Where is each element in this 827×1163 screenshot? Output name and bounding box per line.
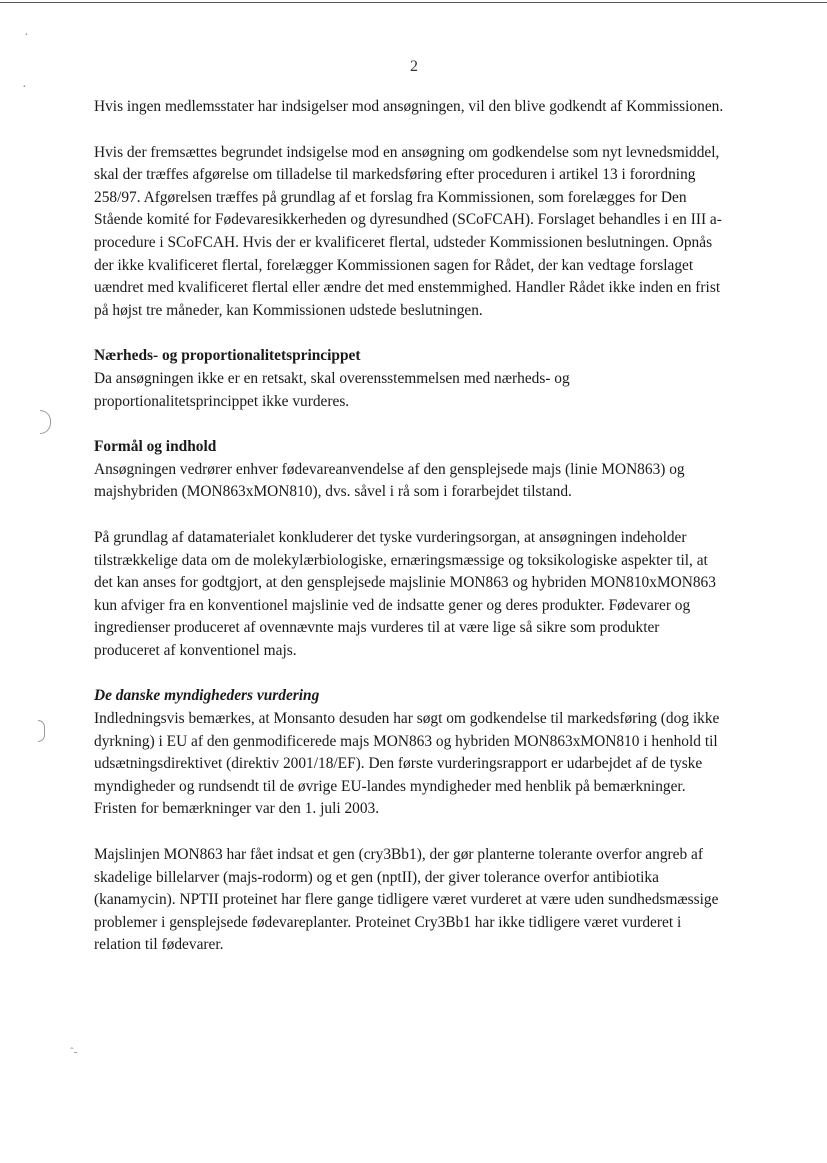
- paragraph-mon863-genes: Majslinjen MON863 har fået indsat et gen (cry3Bb1), der gør planterne tolerante overfor angreb af skadelige billelarver (majs-rodorm) og et gen (nptII), der giver tolerance overfor antibiotika (kanamycin). NPTII proteinet har flere gange tidligere været vurderet at være uden sundhedsmæssige problemer i gensplejsede fødevareplanter. Proteinet Cry3Bb1 har ikke tidligere været vurderet i relation til fødevarer.: [94, 846, 719, 954]
- paragraph-objection-procedure: Hvis der fremsættes begrundet indsigelse mod en ansøgning om godkendelse som nyt levnedsmiddel, skal der træffes afgørelse om tilladelse til markedsføring efter proceduren i artikel 13 i forordning 258/97. Afgørelsen træffes på grundlag af et forslag fra Kommissionen, som forelægges for Den Stående komité for Fødevaresikkerheden og dyresundhed (SCoFCAH). Forslaget behandles i en III a-procedure i SCoFCAH. Hvis der er kvalificeret flertal, udsteder Kommissionen beslutningen. Opnås der ikke kvalificeret flertal, forelægger Kommissionen sagen for Rådet, der kan vedtage forslaget uændret med kvalificeret flertal eller ændre det med enstemmighed. Handler Rådet ikke inden en frist på højst tre måneder, kan Kommissionen udstede beslutningen.: [94, 143, 722, 319]
- paragraph-german-assessment: På grundlag af datamaterialet konkluderer det tyske vurderingsorgan, at ansøgningen indeholder tilstrækkelige data om de molekylærbiologiske, ernæringsmæssige og toksikologiske aspekter til, at det kan anses for godtgjort, at den gensplejsede majslinie MON863 og hybriden MON810xMON863 kun afviger fra en konventionel majslinie ved de indsatte gener og deres produkter. Fødevarer og ingredienser produceret af ovennævnte majs vurderes til at være lige så sikre som produkter produceret af konventionel majs.: [94, 528, 716, 659]
- paragraph-monsanto: Indledningsvis bemærkes, at Monsanto desuden har søgt om godkendelse til markedsføring (dog ikke dyrkning) i EU af den genmodificerede majs MON863 og hybriden MON863xMON810 i henhold til udsætningsdirektivet (direktiv 2001/18/EF). Den første vurderingsrapport er udarbejdet af de tyske myndigheder og rundsendt til de øvrige EU-landes myndigheder med henblik på bemærkninger. Fristen for bemærkninger var den 1. juli 2003.: [94, 710, 720, 818]
- heading-purpose: Formål og indhold: [94, 438, 217, 456]
- heading-subsidiarity: Nærheds- og proportionalitetsprincippet: [94, 347, 361, 365]
- top-rule: [0, 2, 827, 3]
- paragraph-subsidiarity: Da ansøgningen ikke er en retsakt, skal overensstemmelsen med nærheds- og proportionalitetsprincippet ikke vurderes.: [94, 369, 570, 410]
- scan-speck: ˆ-: [70, 1046, 78, 1058]
- paragraph-purpose: Ansøgningen vedrører enhver fødevareanvendelse af den gensplejsede majs (linie MON863) og majshybriden (MON863xMON810), dvs. såvel i rå som i forarbejdet tilstand.: [94, 460, 685, 501]
- paragraph-approval: Hvis ingen medlemsstater har indsigelser mod ansøgningen, vil den blive godkendt af Kommissionen.: [94, 98, 724, 115]
- margin-punch-mark: [40, 410, 51, 434]
- scan-speck: ·: [22, 80, 27, 95]
- page-number: 2: [410, 58, 418, 75]
- margin-punch-mark: [38, 720, 45, 742]
- document-body: [94, 96, 726, 980]
- scan-speck: ·: [24, 28, 29, 43]
- heading-danish-assessment: De danske myndigheders vurdering: [94, 687, 320, 705]
